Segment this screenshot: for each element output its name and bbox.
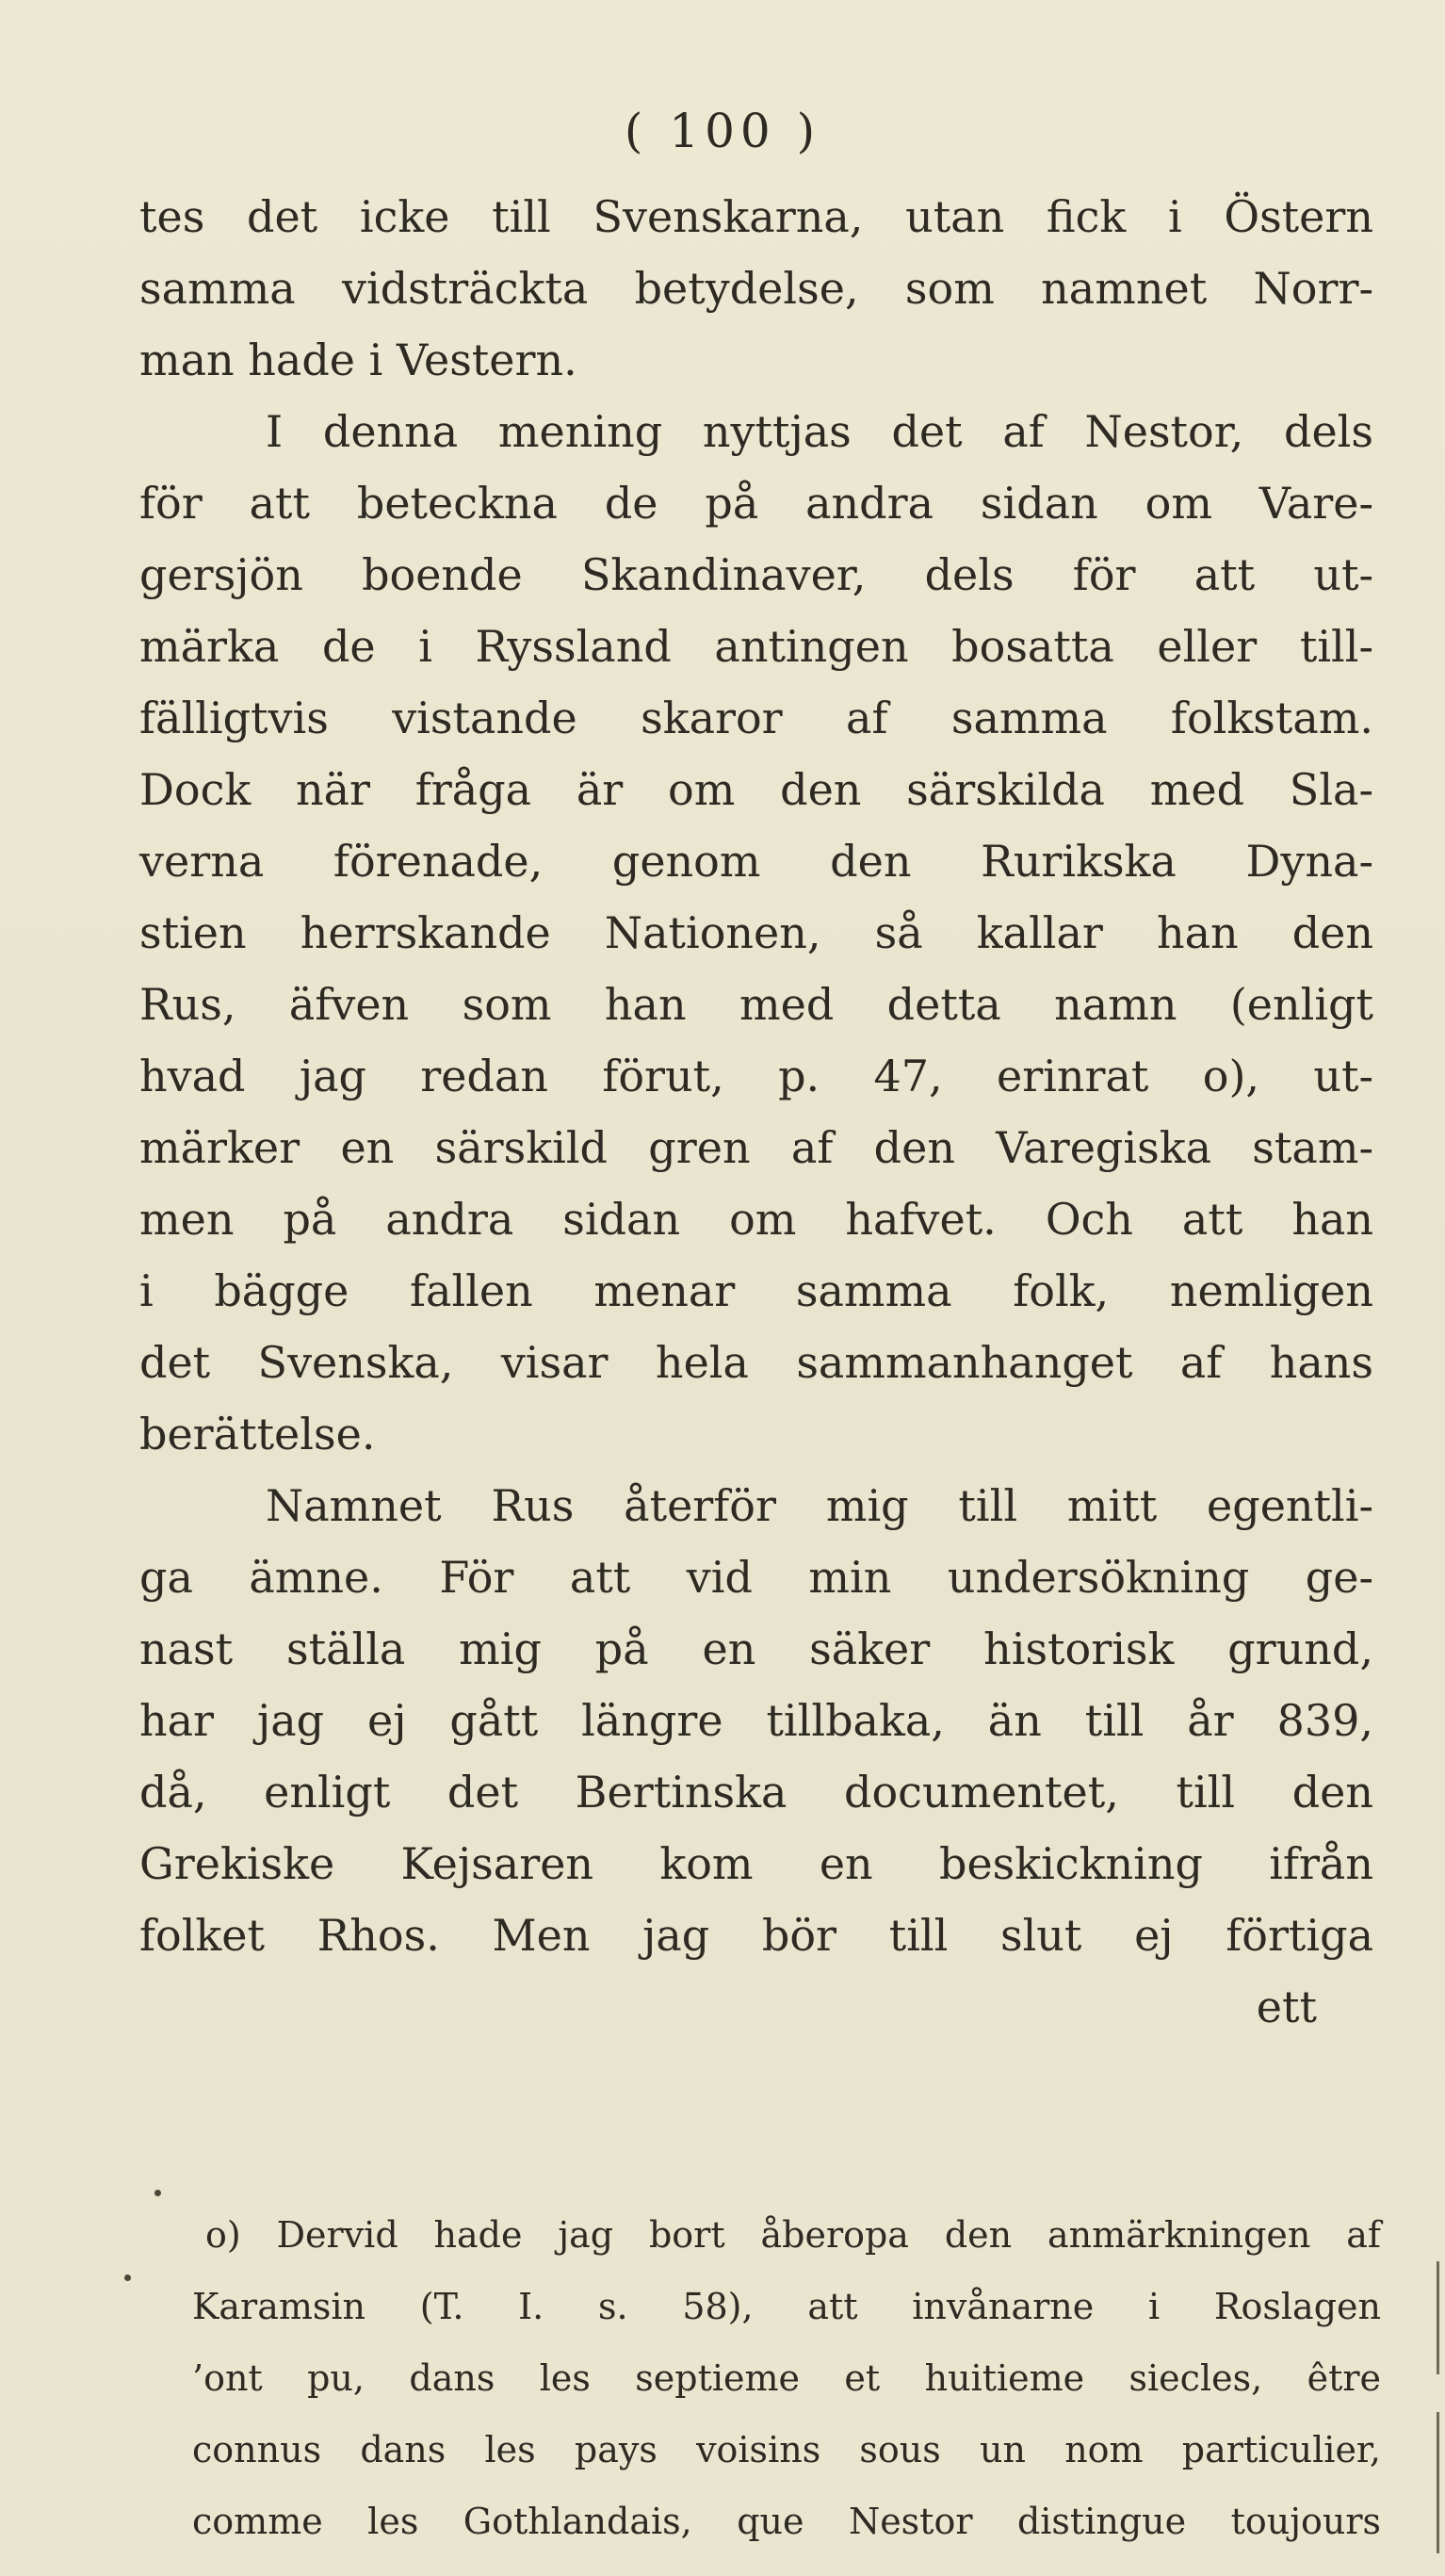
page-edge-mark <box>1437 2261 1439 2374</box>
main-text <box>139 181 1373 2043</box>
text-line: Dock när fråga är om den särskilda med Sla- <box>139 764 1373 815</box>
footnote-line: ’ont pu, dans les septieme et huitieme siecles, être <box>192 2357 1381 2399</box>
text-line: fälligtvis vistande skaror af samma folkstam. <box>139 693 1373 743</box>
text-line: man hade i Vestern. <box>139 334 577 385</box>
ink-speck <box>124 2274 131 2281</box>
text-line: då, enligt det Bertinska documentet, till den <box>139 1767 1373 1818</box>
footnote <box>192 2199 1381 2557</box>
text-line: I denna mening nyttjas det af Nestor, dels <box>266 406 1373 457</box>
page-number: ( 100 ) <box>624 104 821 158</box>
text-line: Grekiske Kejsaren kom en beskickning ifrån <box>139 1838 1373 1889</box>
text-line: stien herrskande Nationen, så kallar han den <box>139 907 1373 958</box>
text-line: Rus, äfven som han med detta namn (enligt <box>139 979 1373 1030</box>
text-line: tes det icke till Svenskarna, utan fick i Östern <box>139 191 1373 242</box>
text-line: i bägge fallen menar samma folk, nemligen <box>139 1265 1373 1316</box>
text-line: har jag ej gått längre tillbaka, än till år 839, <box>139 1695 1373 1746</box>
text-line: nast ställa mig på en säker historisk grund, <box>139 1623 1373 1674</box>
text-line: ga ämne. För att vid min undersökning ge- <box>139 1552 1373 1603</box>
text-line: verna förenade, genom den Rurikska Dyna- <box>139 836 1373 887</box>
text-line: märker en särskild gren af den Varegiska stam- <box>139 1122 1373 1173</box>
footnote-line: connus dans les pays voisins sous un nom particulier, <box>192 2429 1381 2470</box>
page-edge-mark <box>1437 2412 1439 2553</box>
text-line: samma vidsträckta betydelse, som namnet Norr- <box>139 263 1373 314</box>
footnote-line: Karamsin (T. I. s. 58), att invånarne i Roslagen <box>192 2286 1381 2327</box>
footnote-line: comme les Gothlandais, que Nestor distingue toujours <box>192 2501 1381 2542</box>
text-line: men på andra sidan om hafvet. Och att han <box>139 1194 1373 1245</box>
text-line: för att beteckna de på andra sidan om Vare- <box>139 478 1373 529</box>
text-line: folket Rhos. Men jag bör till slut ej förtiga <box>139 1910 1373 1961</box>
text-line: Namnet Rus återför mig till mitt egentli- <box>266 1480 1373 1531</box>
text-line: hvad jag redan förut, p. 47, erinrat o), ut- <box>139 1051 1373 1101</box>
ink-speck <box>154 2190 161 2196</box>
catchword: ett <box>1256 1981 1317 2032</box>
text-line: berättelse. <box>139 1409 376 1459</box>
text-line: gersjön boende Skandinaver, dels för att ut- <box>139 549 1373 600</box>
text-line: märka de i Ryssland antingen bosatta eller till- <box>139 621 1373 672</box>
footnote-line: o) Dervid hade jag bort åberopa den anmärkningen af <box>205 2214 1381 2256</box>
text-line: det Svenska, visar hela sammanhanget af hans <box>139 1337 1373 1388</box>
